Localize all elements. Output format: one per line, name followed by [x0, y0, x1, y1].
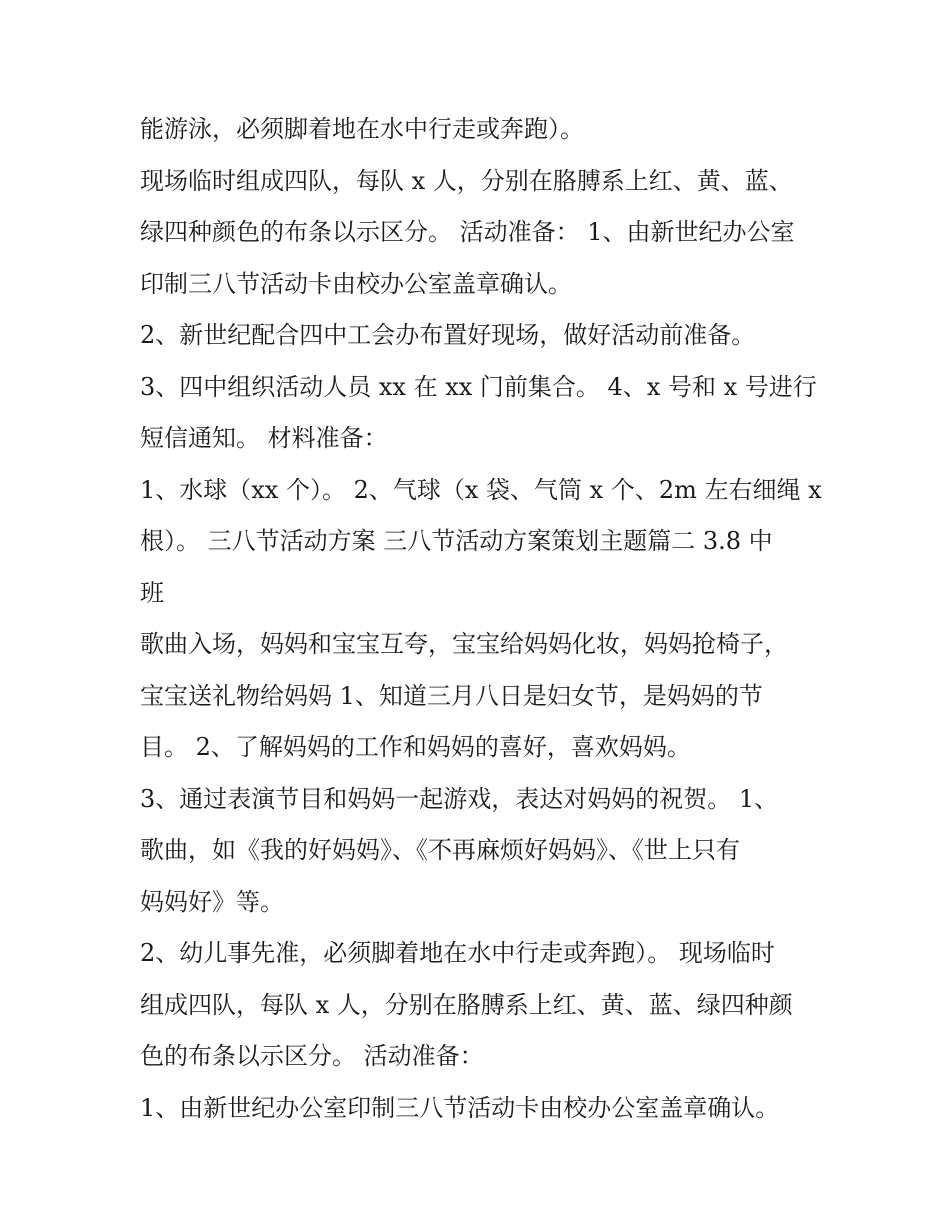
text-line: 2、新世纪配合四中工会办布置好现场，做好活动前准备。 [140, 321, 756, 349]
text-line: 印制三八节活动卡由校办公室盖章确认。 [140, 269, 572, 298]
text-line: 现场临时组成四队，每队 x 人，分别在胳膊系上红、黄、蓝、 [140, 166, 793, 195]
text-line: 妈妈好》等。 [140, 887, 284, 916]
text-line: 目。 2、了解妈妈的工作和妈妈的喜好，喜欢妈妈。 [140, 733, 691, 761]
text-line: 歌曲入场，妈妈和宝宝互夸，宝宝给妈妈化妆，妈妈抢椅子， [140, 630, 788, 658]
text-line: 班 [140, 578, 164, 607]
text-line: 1、水球（xx 个）。 2、气球（x 袋、气筒 x 个、2m 左右细绳 x [140, 475, 822, 504]
text-line: 根）。 三八节活动方案 三八节活动方案策划主题篇二 3.8 中 [140, 527, 773, 555]
text-line: 组成四队，每队 x 人，分别在胳膊系上红、黄、蓝、绿四种颜 [140, 990, 793, 1019]
text-line: 宝宝送礼物给妈妈 1、知道三月八日是妇女节，是妈妈的节 [140, 681, 763, 710]
text-line: 能游泳，必须脚着地在水中行走或奔跑）。 [140, 115, 584, 143]
text-line: 绿四种颜色的布条以示区分。 活动准备： 1、由新世纪办公室 [140, 218, 795, 246]
text-line: 3、四中组织活动人员 xx 在 xx 门前集合。 4、x 号和 x 号进行 [140, 372, 817, 401]
text-line: 色的布条以示区分。 活动准备： [140, 1042, 484, 1070]
text-line: 1、由新世纪办公室印制三八节活动卡由校办公室盖章确认。 [140, 1093, 780, 1122]
text-line: 3、通过表演节目和妈妈一起游戏，表达对妈妈的祝贺。 1、 [140, 784, 779, 813]
text-line: 2、幼儿事先准，必须脚着地在水中行走或奔跑）。 现场临时 [140, 939, 775, 967]
document-body [140, 104, 830, 1134]
text-line: 歌曲，如《我的好妈妈》、《不再麻烦好妈妈》、《世上只有 [140, 836, 740, 864]
text-line: 短信通知。 材料准备： [140, 424, 388, 452]
